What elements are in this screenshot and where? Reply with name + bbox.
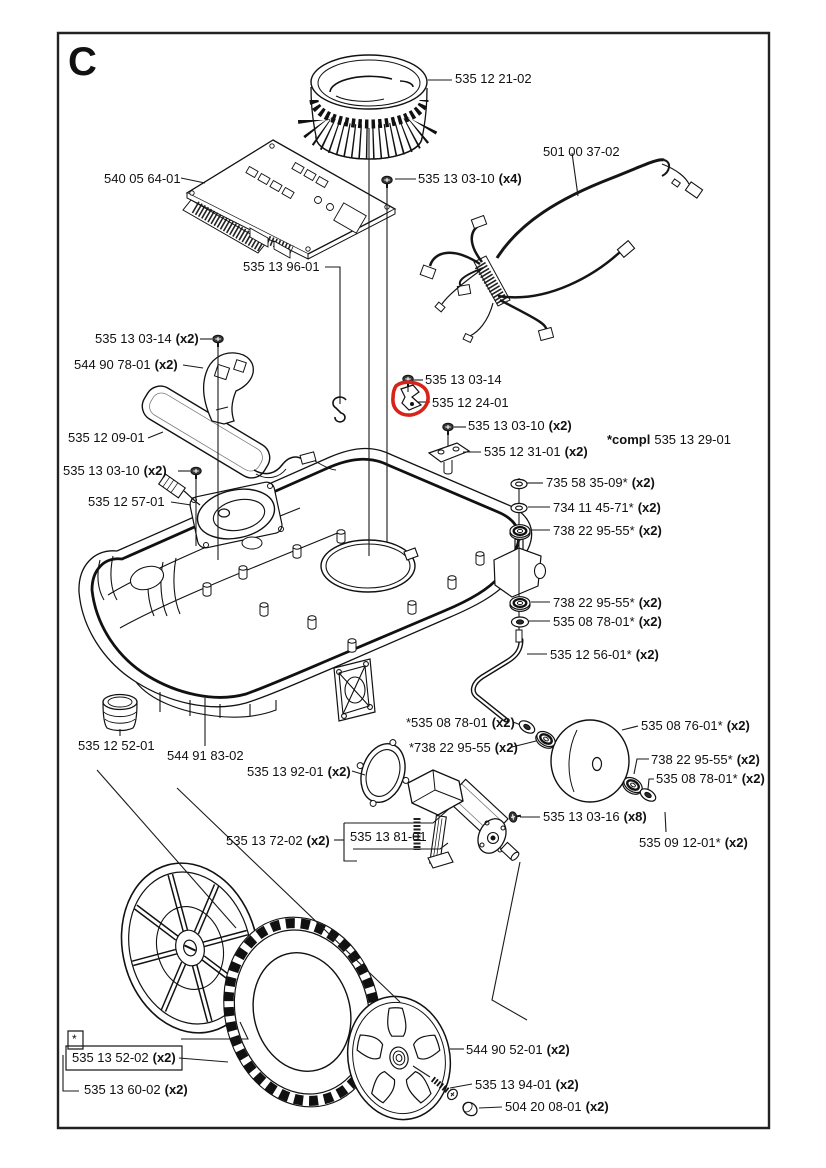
label-compl-535-13-29-01: *compl 535 13 29-01 [607, 432, 731, 447]
label-501-00-37-02: 501 00 37-02 [543, 144, 620, 159]
stud-icon [203, 583, 211, 596]
label-535-13-96-01: 535 13 96-01 [243, 259, 320, 274]
label-535-13-03-14-x2: 535 13 03-14 (x2) [95, 331, 199, 346]
label-544-90-52-01-x2: 544 90 52-01 (x2) [466, 1042, 570, 1057]
label-738-22-95-55-x2c: 738 22 95-55* (x2) [651, 752, 760, 767]
screw-icon [508, 810, 521, 822]
label-535-12-52-01: 535 12 52-01 [78, 738, 155, 753]
plate-drawing [429, 443, 469, 474]
stud-icon [408, 601, 416, 614]
stud-icon [348, 639, 356, 652]
label-535-13-72-02-x2: 535 13 72-02 (x2) [226, 833, 330, 848]
bearing-icon [510, 525, 530, 540]
label-738-22-95-55-pre: *738 22 95-55 (x2) [409, 740, 518, 755]
diagram-letter: C [68, 40, 97, 84]
wire-harness-drawing [420, 160, 702, 343]
label-535-12-21-02: 535 12 21-02 [455, 71, 532, 86]
label-535-13-52-02-x2: 535 13 52-02 (x2) [72, 1050, 176, 1065]
label-540-05-64-01: 540 05 64-01 [104, 171, 181, 186]
label-535-09-12-01-x2: 535 09 12-01* (x2) [639, 835, 748, 850]
label-535-13-60-02-x2: 535 13 60-02 (x2) [84, 1082, 188, 1097]
front-wheel-drawing [551, 720, 629, 802]
label-504-20-08-01-x2: 504 20 08-01 (x2) [505, 1099, 609, 1114]
stud-icon [260, 603, 268, 616]
washer-icon [517, 718, 537, 735]
label-535-12-57-01: 535 12 57-01 [88, 494, 165, 509]
bracket-drawing [204, 353, 254, 424]
label-535-08-78-01-pre: *535 08 78-01 (x2) [406, 715, 515, 730]
label-535-13-03-10-x2: 535 13 03-10 (x2) [63, 463, 167, 478]
label-535-13-03-14: 535 13 03-14 [425, 372, 502, 387]
label-535-12-24-01: 535 12 24-01 [432, 395, 509, 410]
label-535-13-03-10-x4: 535 13 03-10 (x4) [418, 171, 522, 186]
label-544-91-83-02: 544 91 83-02 [167, 748, 244, 763]
stud-icon [448, 576, 456, 589]
stud-icon [308, 616, 316, 629]
label-535-08-78-01-x2a: 535 08 78-01* (x2) [553, 614, 662, 629]
washer-icon [511, 479, 527, 488]
washer-icon [512, 617, 529, 627]
bearing-icon [510, 597, 530, 612]
label-735-58-35-09-x2: 735 58 35-09* (x2) [546, 475, 655, 490]
plug-drawing [103, 695, 137, 731]
washer-icon [511, 503, 527, 512]
label-535-13-81-01: 535 13 81-01 [350, 829, 427, 844]
label-535-13-94-01-x2: 535 13 94-01 (x2) [475, 1077, 579, 1092]
label-734-11-45-71-x2: 734 11 45-71* (x2) [553, 500, 661, 515]
screw-icon [382, 176, 392, 188]
stud-icon [293, 545, 301, 558]
wheel-motor-drawing [408, 770, 520, 868]
label-535-13-03-16-x8: 535 13 03-16 (x8) [543, 809, 647, 824]
label-535-12-56-01-x2: 535 12 56-01* (x2) [550, 647, 659, 662]
stud-icon [337, 530, 345, 543]
highlighted-bracket-drawing [401, 385, 421, 410]
label-738-22-95-55-x2a: 738 22 95-55* (x2) [553, 523, 662, 538]
label-535-12-31-01-x2: 535 12 31-01 (x2) [484, 444, 588, 459]
label-535-13-03-10-x2b: 535 13 03-10 (x2) [468, 418, 572, 433]
screw-icon [191, 467, 201, 479]
axle-rod-drawing [473, 630, 522, 720]
label-asterisk: * [72, 1032, 77, 1046]
screw-icon [443, 423, 453, 435]
label-535-08-78-01-x2b: 535 08 78-01* (x2) [656, 771, 765, 786]
cap-drawing [460, 1100, 479, 1119]
stud-icon [239, 566, 247, 579]
label-738-22-95-55-x2b: 738 22 95-55* (x2) [553, 595, 662, 610]
label-544-90-78-01-x2: 544 90 78-01 (x2) [74, 357, 178, 372]
screw-icon [213, 335, 223, 347]
label-535-08-76-01-x2: 535 08 76-01* (x2) [641, 718, 750, 733]
label-535-13-92-01-x2: 535 13 92-01 (x2) [247, 764, 351, 779]
label-535-12-09-01: 535 12 09-01 [68, 430, 145, 445]
stud-icon [476, 552, 484, 565]
